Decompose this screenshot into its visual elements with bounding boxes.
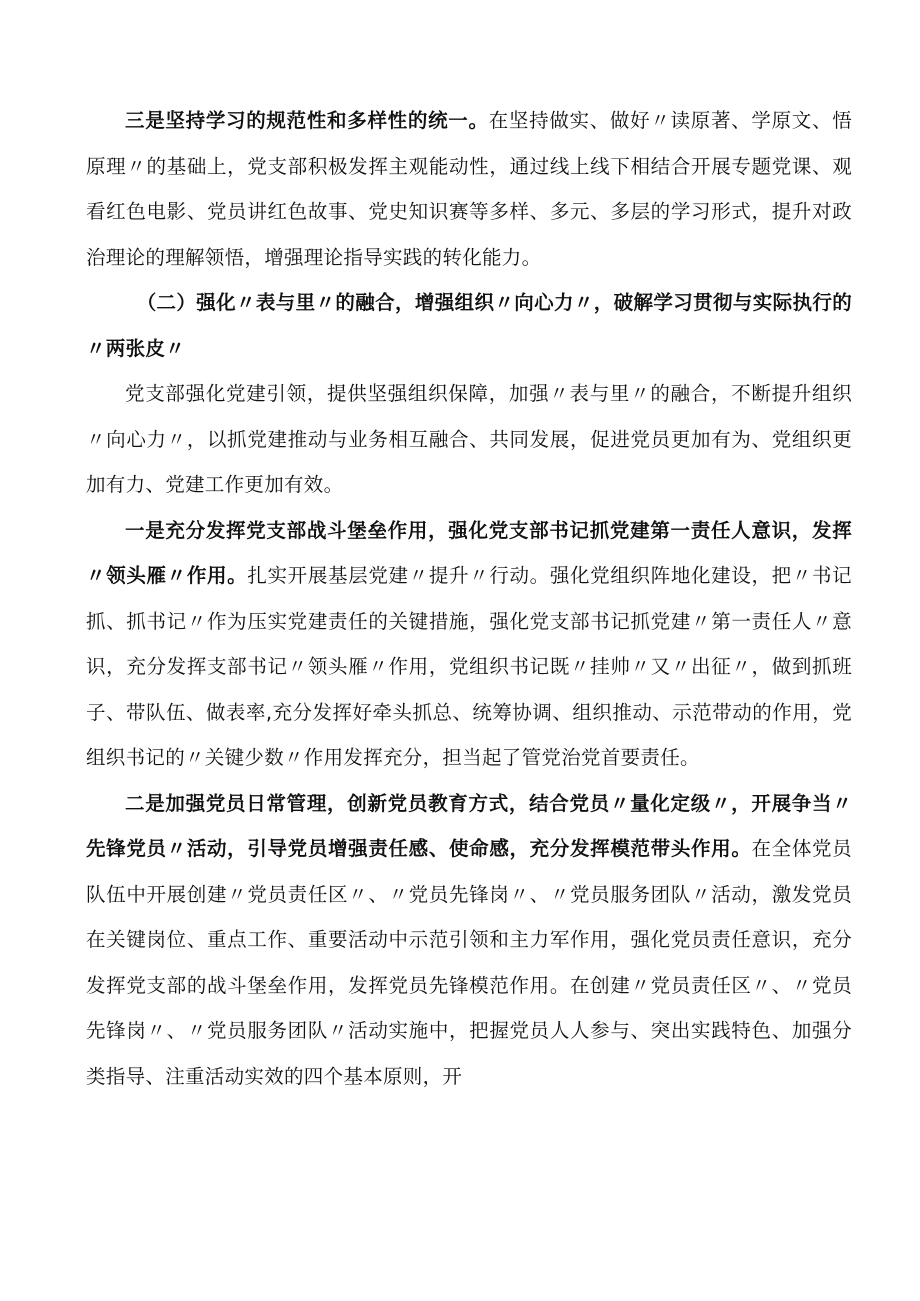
section-heading: （二）强化〃表与里〃的融合，增强组织〃向心力〃，破解学习贯彻与实际执行的〃两张皮〃 bbox=[86, 291, 852, 360]
paragraph-text: 在坚持做实、做好〃读原著、学原文、悟原理〃的基础上，党支部积极发挥主观能动性，通过线上线下相结合开展专题党课、观看红色电影、党员讲红色故事、党史知识赛等多样、多元、多层的学习形式，提升对政治理论的理解领悟，增强理论指导实践的转化能力。 bbox=[86, 109, 852, 269]
paragraph-text: 党支部强化党建引领，提供坚强组织保障，加强〃表与里〃的融合，不断提升组织〃向心力〃，以抓党建推动与业务相互融合、共同发展，促进党员更加有为、党组织更加有力、党建工作更加有效。 bbox=[86, 382, 852, 496]
paragraph-party-branch-lead bbox=[86, 371, 852, 508]
paragraph-text: 扎实开展基层党建〃提升〃行动。强化党组织阵地化建设，把〃书记抓、抓书记〃作为压实党建责任的关键措施，强化党支部书记抓党建〃第一责任人〃意识，充分发挥支部书记〃领头雁〃作用，党组织书记既〃挂帅〃又〃出征〃，做到抓班子、带队伍、做表率,充分发挥好牵头抓总、统筹协调、组织推动、示范带动的作用，党组织书记的〃关键少数〃作用发挥充分，担当起了管党治党首要责任。 bbox=[86, 564, 852, 769]
paragraph-member-management bbox=[86, 781, 852, 1100]
paragraph-text: 在全体党员队伍中开展创建〃党员责任区〃、〃党员先锋岗〃、〃党员服务团队〃活动，激发党员在关键岗位、重点工作、重要活动中示范引领和主力军作用，强化党员责任意识，充分发挥党支部的战斗堡垒作用，发挥党员先锋模范作用。在创建〃党员责任区〃、〃党员先锋岗〃、〃党员服务团队〃活动实施中，把握党员人人参与、突出实践特色、加强分类指导、注重活动实效的四个基本原则，开 bbox=[86, 837, 852, 1088]
paragraph-fortress-role bbox=[86, 508, 852, 781]
document-page bbox=[86, 98, 852, 1099]
paragraph-study-unity bbox=[86, 98, 852, 280]
paragraph-lead: 一是充分发挥党支部战斗堡垒作用，强化党支部书记抓党建第一责任人意识，发挥〃领头雁〃作用。 bbox=[86, 518, 852, 587]
paragraph-lead: 二是加强党员日常管理，创新党员教育方式，结合党员〃量化定级〃，开展争当〃先锋党员〃活动，引导党员增强责任感、使命感，充分发挥模范带头作用。 bbox=[86, 791, 852, 860]
paragraph-lead: 三是坚持学习的规范性和多样性的统一。 bbox=[125, 109, 489, 132]
